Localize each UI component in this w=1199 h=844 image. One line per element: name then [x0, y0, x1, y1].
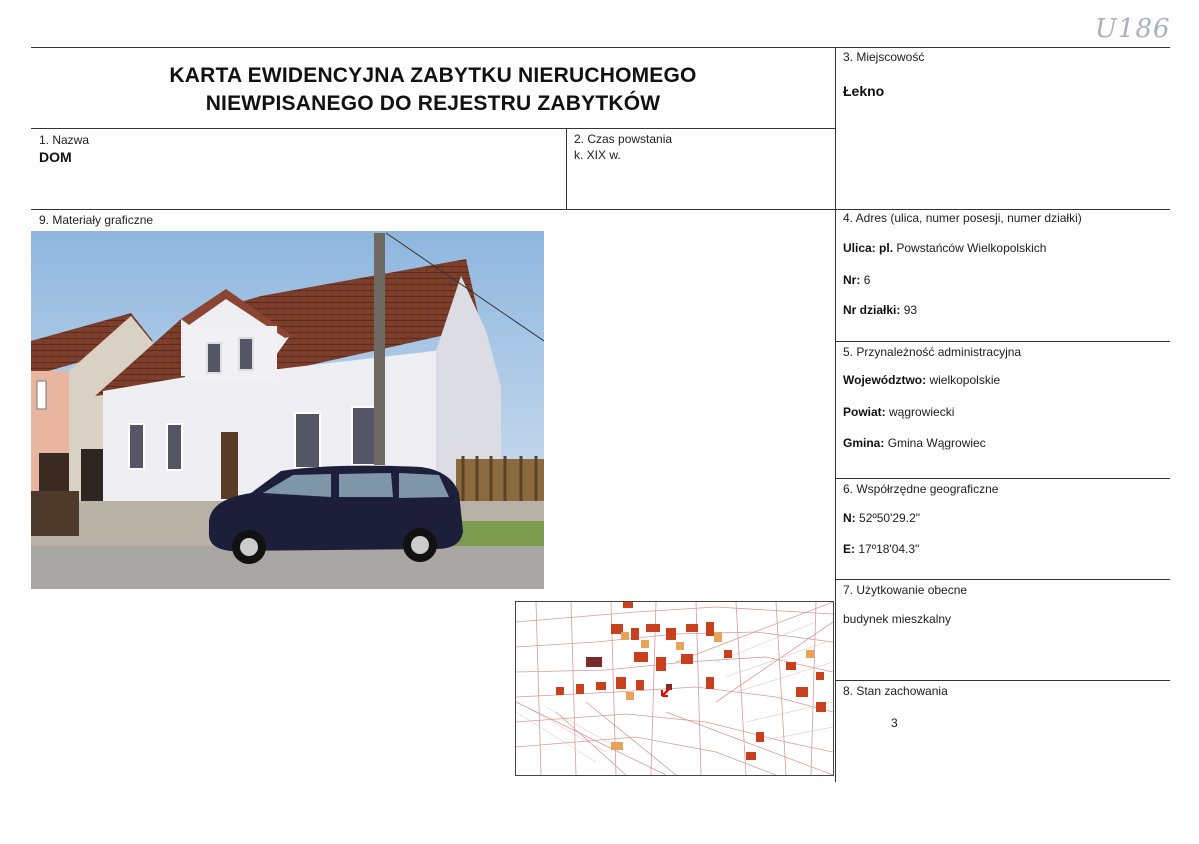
cadastral-map-illustration	[516, 602, 833, 775]
section8-divider	[835, 680, 1170, 681]
address-label: 4. Adres (ulica, numer posesji, numer działki)	[843, 211, 1082, 225]
locality-value: Łekno	[843, 83, 885, 99]
house-photo-illustration	[31, 231, 544, 589]
street-field	[843, 241, 1046, 255]
condition-label: 8. Stan zachowania	[843, 684, 948, 698]
section6-divider	[835, 478, 1170, 479]
locality-label: 3. Miejscowość	[843, 50, 925, 64]
number-key: Nr:	[843, 273, 861, 287]
street-prefix: pl.	[879, 241, 894, 255]
section5-divider	[835, 341, 1170, 342]
name-label: 1. Nazwa	[39, 133, 90, 147]
graphics-label: 9. Materiały graficzne	[39, 213, 154, 227]
coordinates-label: 6. Współrzędne geograficzne	[843, 482, 999, 496]
street-key: Ulica:	[843, 241, 876, 255]
commune-field	[843, 436, 986, 450]
county-value: wągrowiecki	[889, 405, 955, 419]
latitude-value: 52º50'29.2"	[859, 511, 920, 525]
voivodeship-field	[843, 373, 1000, 387]
usage-label: 7. Użytkowanie obecne	[843, 583, 968, 597]
county-field	[843, 405, 954, 419]
longitude-value: 17º18'04.3"	[858, 542, 920, 556]
commune-value: Gmina Wągrowiec	[887, 436, 986, 450]
top-border	[31, 47, 1170, 48]
title-line-1: KARTA EWIDENCYJNA ZABYTKU NIERUCHOMEGO	[169, 64, 697, 87]
name-divider	[31, 209, 1170, 210]
title-line-2: NIEWPISANEGO DO REJESTRU ZABYTKÓW	[205, 92, 661, 115]
condition-value: 3	[891, 716, 898, 730]
handwritten-number: U186	[1095, 14, 1171, 44]
admin-label: 5. Przynależność administracyjna	[843, 345, 1022, 359]
county-key: Powiat:	[843, 405, 886, 419]
right-column-border	[835, 47, 836, 782]
longitude-key: E:	[843, 542, 855, 556]
section7-divider	[835, 579, 1170, 580]
date-value: k. XIX w.	[574, 148, 621, 162]
street-value: Powstańców Wielkopolskich	[896, 241, 1047, 255]
parcel-value: 93	[903, 303, 918, 317]
commune-key: Gmina:	[843, 436, 885, 450]
longitude-field	[843, 542, 919, 556]
cadastral-map	[515, 601, 834, 776]
house-photo	[31, 231, 544, 589]
name-value: DOM	[39, 149, 72, 165]
name-date-divider	[566, 128, 567, 209]
date-label: 2. Czas powstania	[574, 132, 673, 146]
parcel-key: Nr działki:	[843, 303, 901, 317]
number-value: 6	[863, 273, 871, 287]
number-field	[843, 273, 870, 287]
voivodeship-key: Województwo:	[843, 373, 927, 387]
card-title	[31, 62, 835, 118]
usage-value: budynek mieszkalny	[843, 612, 952, 626]
parcel-field	[843, 303, 917, 317]
title-divider	[31, 128, 835, 129]
voivodeship-value: wielkopolskie	[929, 373, 1001, 387]
latitude-key: N:	[843, 511, 856, 525]
latitude-field	[843, 511, 920, 525]
